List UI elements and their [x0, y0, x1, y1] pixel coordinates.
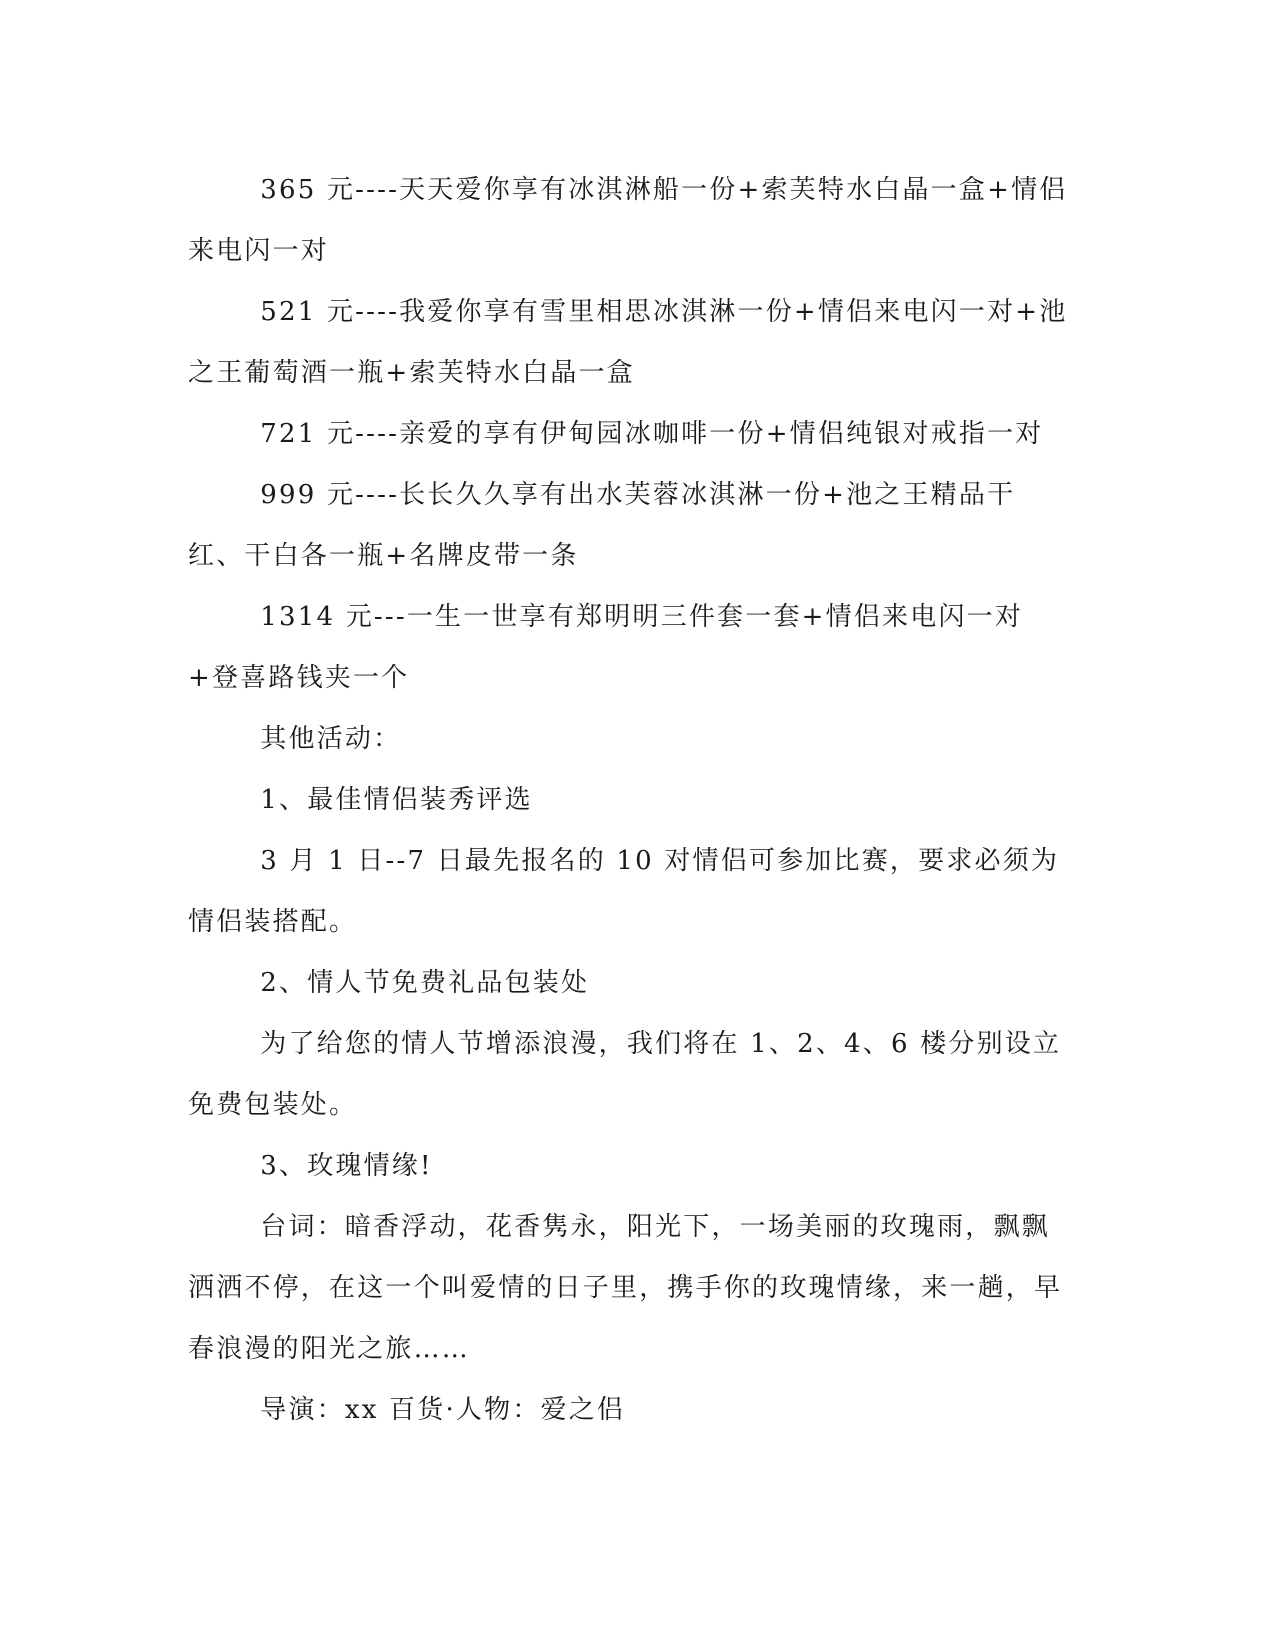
activity-3-script: 台词：暗香浮动，花香隽永，阳光下，一场美丽的玫瑰雨，飘飘洒洒不停，在这一个叫爱情的日子里，携手你的玫瑰情缘，来一趟，早春浪漫的阳光之旅……: [188, 1212, 1063, 1364]
activity-1-description: 3 月 1 日--7 日最先报名的 10 对情侣可参加比赛，要求必须为情侣装搭配。: [188, 846, 1060, 937]
document-body: [188, 160, 1068, 1441]
price-tier-365: 365 元----天天爱你享有冰淇淋船一份+索芙特水白晶一盒+情侣来电闪一对: [188, 175, 1068, 266]
price-tier-521: 521 元----我爱你享有雪里相思冰淇淋一份+情侣来电闪一对+池之王葡萄酒一瓶+索芙特水白晶一盒: [188, 297, 1068, 388]
price-tier-721: 721 元----亲爱的享有伊甸园冰咖啡一份+情侣纯银对戒指一对: [260, 419, 1044, 449]
other-activities-heading: 其他活动：: [260, 724, 402, 754]
price-tier-1314: 1314 元---一生一世享有郑明明三件套一套+情侣来电闪一对+登喜路钱夹一个: [188, 602, 1024, 693]
price-tier-999: 999 元----长长久久享有出水芙蓉冰淇淋一份+池之王精品干红、干白各一瓶+名牌皮带一条: [188, 480, 1016, 571]
credits-line: 导演：xx 百货·人物：爱之侣: [260, 1395, 626, 1425]
activity-2-title: 2、情人节免费礼品包装处: [260, 968, 590, 998]
activity-3-title: 3、玫瑰情缘!: [260, 1151, 433, 1181]
activity-2-description: 为了给您的情人节增添浪漫，我们将在 1、2、4、6 楼分别设立免费包装处。: [188, 1029, 1062, 1120]
activity-1-title: 1、最佳情侣装秀评选: [260, 785, 533, 815]
